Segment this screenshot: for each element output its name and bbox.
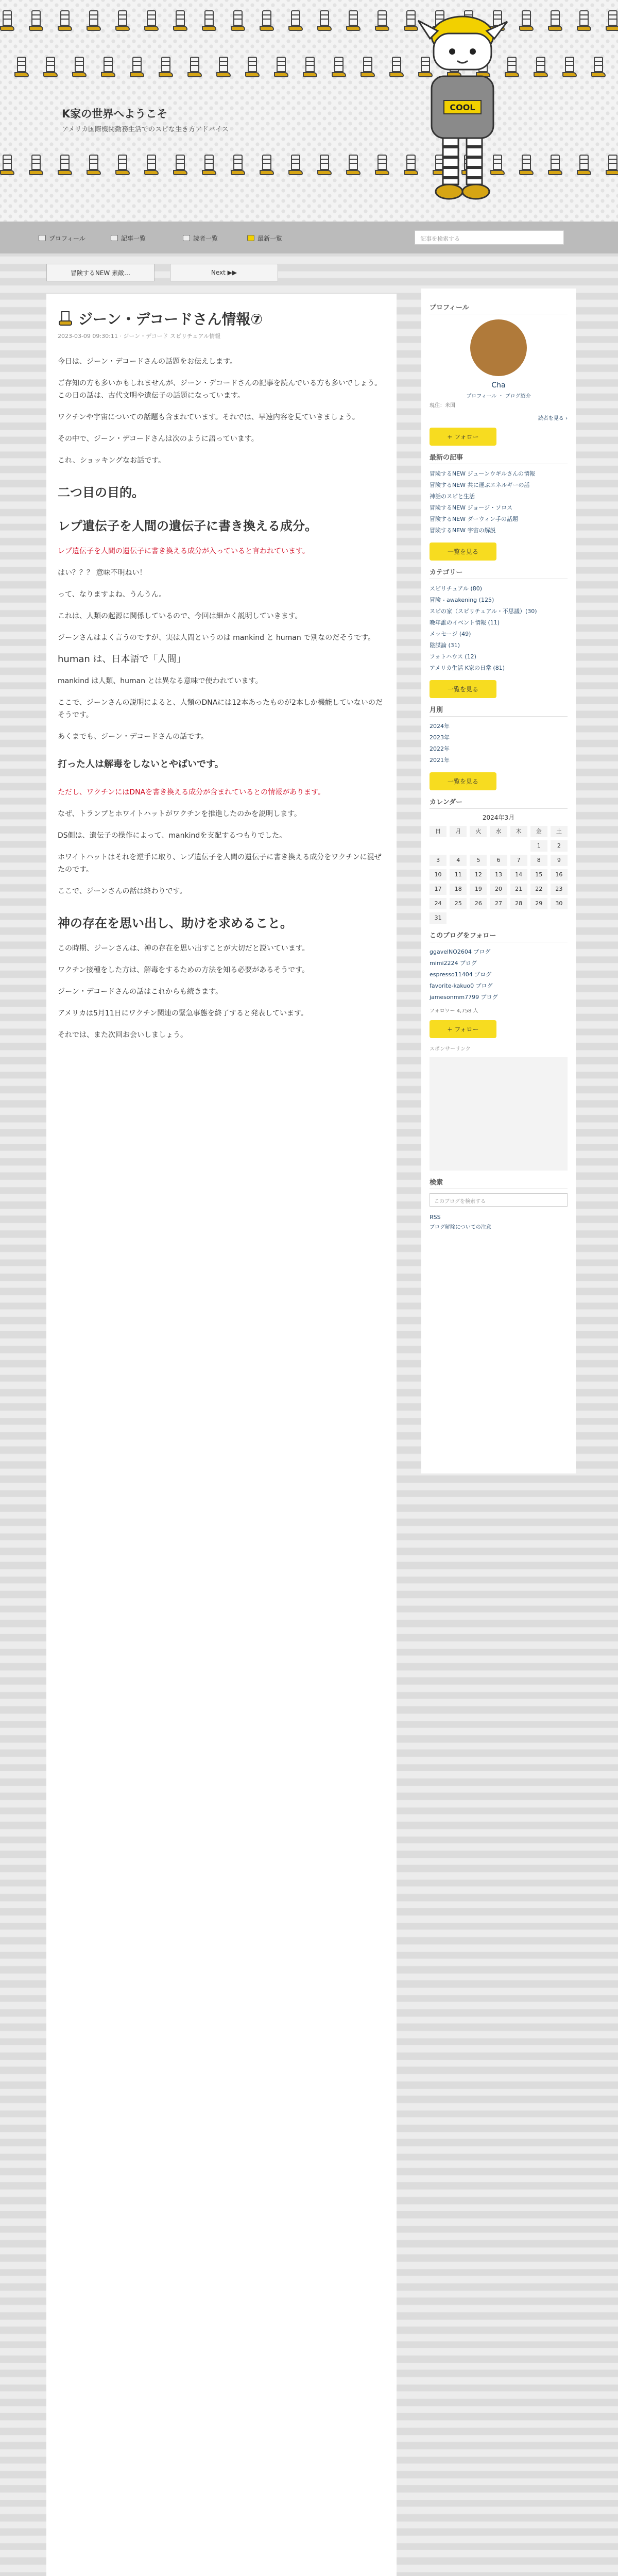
profile-name[interactable]: Cha [491,381,506,389]
boot-pattern-icon [0,10,14,32]
archive-year[interactable]: 2023年 [430,734,450,741]
paragraph: human は、日本語で「人間」 [58,654,186,665]
mascot-shirt-text: COOL [450,103,475,112]
boot-pattern-icon [245,57,260,78]
nav-archive[interactable] [111,233,146,243]
boot-pattern-icon [130,57,144,78]
calendar-day[interactable]: 12 [470,869,487,880]
category-item[interactable]: 冒険 - awakening (125) [430,597,494,603]
archive-year[interactable]: 2022年 [430,745,450,752]
sidebar [421,289,576,1473]
boot-pattern-icon [260,155,274,176]
calendar-day[interactable]: 21 [510,884,527,895]
calendar-day[interactable]: 7 [510,855,527,866]
sidebar-search-input[interactable]: このブログを検索する [430,1193,568,1207]
calendar-day[interactable]: 9 [551,855,568,866]
boot-pattern-icon [87,155,101,176]
list-item[interactable]: 冒険するNEW ジョージ・ソロス [430,504,513,511]
paragraph: ホワイトハットはそれを逆手に取り、レプ遺伝子を人間の遺伝子に書き換える成分をワクチンに混ぜたのです。 [58,853,382,874]
reader-icon [183,235,190,241]
nav-label: 読者一覧 [193,234,218,242]
boot-pattern-icon [173,155,187,176]
highlight-text: レプ遺伝子を人間の遺伝子に書き換える成分が入っていると言われています。 [58,547,310,555]
calendar-day[interactable]: 3 [430,855,447,866]
module-title: 最新の記事 [430,452,568,464]
reader-item[interactable]: favorite-kakuo0 ブログ [430,982,493,989]
boot-pattern-icon [606,155,618,176]
boot-pattern-icon [231,10,245,32]
reader-item[interactable]: espresso11404 ブログ [430,971,492,978]
nav-label: 記事一覧 [121,234,146,242]
boot-pattern-row [0,57,618,82]
calendar-module [430,796,568,924]
site-title[interactable]: K家の世界へようこそ [62,108,168,120]
ad-placeholder[interactable] [430,1057,568,1171]
module-title: このブログをフォロー [430,930,568,942]
boot-pattern-icon [389,57,404,78]
boot-icon [58,311,73,326]
boot-pattern-icon [548,155,562,176]
article-title: ジーン・デコードさん情報⑦ [78,311,263,328]
boot-pattern-icon [72,57,87,78]
nav-latest[interactable] [247,233,282,243]
archive-module [430,704,568,790]
readers-module [430,930,568,1038]
boot-pattern-icon [144,155,159,176]
category-item[interactable]: フォトハウス (12) [430,653,476,660]
boot-pattern-icon [288,10,303,32]
rss-subscribe-link[interactable]: ブログ解除についての注意 [430,1225,491,1230]
paragraph: この時期、ジーンさんは、神の存在を思い出すことが大切だと説いています。 [58,944,310,953]
boot-pattern-icon [577,155,591,176]
section-heading: 神の存在を思い出し、助けを求めること。 [58,916,293,930]
calendar-day[interactable]: 16 [551,869,568,880]
rss-link[interactable]: RSS [430,1214,441,1221]
pager [46,264,278,281]
calendar-day[interactable]: 31 [430,912,447,924]
boot-pattern-icon [29,155,43,176]
recent-posts-module [430,452,568,561]
nav-label: プロフィール [49,234,85,242]
global-nav [0,222,618,253]
paragraph: それでは、また次回お会いしましょう。 [58,1031,187,1039]
boot-pattern-icon [591,57,606,78]
profile-links[interactable]: プロフィール ・ ブログ紹介 [466,394,531,399]
boot-pattern-icon [562,57,577,78]
calendar-day[interactable]: 土 [551,826,568,837]
boot-pattern-icon [375,10,389,32]
paragraph: DS側は、遺伝子の操作によって、mankindを支配するつもりでした。 [58,832,287,840]
site-description: アメリカ国際機関勤務生活でのスピな生き方アドバイス [62,126,229,133]
boot-pattern-icon [260,10,274,32]
calendar-day[interactable]: 5 [470,855,487,866]
callout-text: 打った人は解毒をしないとやばいです。 [58,759,224,770]
calendar-day[interactable]: 28 [510,898,527,909]
calendar-day[interactable]: 火 [470,826,487,837]
next-article-button[interactable]: Next ▶▶ [170,264,278,281]
boot-pattern-icon [58,10,72,32]
boot-pattern-icon [187,57,202,78]
paragraph: 今日は、ジーン・デコードさんの話題をお伝えします。 [58,358,237,366]
boot-pattern-icon [317,10,332,32]
module-title: カテゴリー [430,567,568,579]
prev-article-button[interactable]: 冒険するNEW 素敵… [46,264,154,281]
category-item[interactable]: スピの家（スピリチュアル・不思議）(30) [430,608,537,615]
paragraph: ご存知の方も多いかもしれませんが、ジーン・デコードさんの記事を読んでいる方も多いでしょう。この日の話は、古代文明や遺伝子の話題になっています。 [58,379,382,400]
boot-pattern-icon [303,57,317,78]
calendar-day[interactable]: 6 [490,855,507,866]
calendar-title: 2024年3月 [482,814,515,821]
boot-pattern-icon [43,57,58,78]
latest-icon [247,235,254,241]
more-link[interactable]: 読者を見る › [538,416,568,421]
category-item[interactable]: 陰謀論 (31) [430,642,460,649]
boot-pattern-icon [144,10,159,32]
reader-item[interactable]: jamesonmm7799 ブログ [430,994,498,1001]
highlight-text: ただし、ワクチンにはDNAを書き換える成分が含まれているとの情報があります。 [58,788,325,796]
rss-module [430,1214,568,1230]
module-title: 検索 [430,1177,568,1189]
calendar-day[interactable]: 4 [450,855,467,866]
calendar-day[interactable]: 17 [430,884,447,895]
ad-label: スポンサーリンク [430,1046,471,1052]
boot-pattern-icon [274,57,288,78]
mascot-illustration [407,0,518,206]
list-icon [111,235,118,241]
paragraph: って、なりますよね、うんうん。 [58,590,166,599]
list-item[interactable]: 冒険するNEW 共に運ぶエネルギーの話 [430,482,530,488]
article-tags[interactable]: ジーン・デコード スピリチュアル情報 [123,333,221,340]
profile-module [430,302,568,446]
boot-pattern-icon [548,10,562,32]
calendar-day[interactable]: 木 [510,826,527,837]
category-item[interactable]: スピリチュアル (80) [430,585,483,592]
category-module [430,567,568,698]
more-button[interactable]: 一覧を見る [430,772,496,790]
calendar-grid [430,826,568,924]
nav-readers[interactable] [183,233,218,243]
boot-pattern-icon [115,155,130,176]
archive-year[interactable]: 2021年 [430,757,450,764]
more-button[interactable]: 一覧を見る [430,543,496,561]
profile-icon [39,235,46,241]
paragraph: その中で、ジーン・デコードさんは次のように語っています。 [58,435,259,443]
paragraph: ワクチンや宇宙についての話題も含まれています。それでは、早速内容を見ていきましょう。 [58,413,359,421]
module-title: カレンダー [430,796,568,809]
paragraph: はい？？？ 意味不明ねい！ [58,569,147,577]
calendar-day[interactable]: 8 [530,855,547,866]
calendar-day[interactable]: 13 [490,869,507,880]
calendar-day[interactable]: 2 [551,840,568,852]
calendar-day[interactable]: 30 [551,898,568,909]
section-heading: レプ遺伝子を人間の遺伝子に書き換える成分。 [58,519,317,533]
calendar-day[interactable]: 15 [530,869,547,880]
boot-pattern-icon [202,155,216,176]
archive-year[interactable]: 2024年 [430,723,450,730]
article-body [46,294,397,2576]
paragraph: これは、人類の起源に関係しているので、今回は細かく説明していきます。 [58,612,302,620]
boot-pattern-icon [159,57,173,78]
paragraph: ワクチン接種をした方は、解毒をするための方法を知る必要があるそうです。 [58,966,310,974]
category-item[interactable]: メッセージ (49) [430,631,471,637]
boot-pattern-icon [534,57,548,78]
boot-pattern-icon [202,10,216,32]
list-item[interactable]: 神話のスピと生活 [430,493,475,500]
calendar-day[interactable]: 29 [530,898,547,909]
boot-pattern-icon [58,155,72,176]
boot-pattern-icon [360,57,375,78]
calendar-day[interactable]: 24 [430,898,447,909]
calendar-day[interactable]: 22 [530,884,547,895]
article-meta: 2023-03-09 09:30:11 · ジーン・デコード スピリチュアル情報 [58,333,221,340]
paragraph: ジーンさんはよく言うのですが、実は人間というのは mankind と human で別なのだそうです。 [58,634,375,642]
ad-module [430,1044,568,1171]
boot-pattern-icon [317,155,332,176]
paragraph: ジーン・デコードさんの話はこれからも続きます。 [58,988,223,996]
search-module [430,1177,568,1207]
list-item[interactable]: 冒険するNEW 宇宙の解説 [430,527,496,534]
calendar-day[interactable]: 26 [470,898,487,909]
boot-pattern-icon [14,57,29,78]
boot-pattern-icon [101,57,115,78]
paragraph: アメリカは5月11日にワクチン関連の緊急事態を終了すると発表しています。 [58,1009,308,1018]
category-item[interactable]: アメリカ生活 K家の日常 (81) [430,665,505,671]
calendar-day[interactable]: 18 [450,884,467,895]
boot-pattern-icon [519,10,534,32]
follow-button[interactable]: + フォロー [430,1020,496,1038]
site-header [0,0,618,222]
search-input[interactable]: 記事を検索する [415,230,564,245]
boot-pattern-icon [606,10,618,32]
avatar[interactable] [470,319,527,376]
follower-count: フォロワー 4,758 人 [430,1008,478,1014]
boot-pattern-icon [216,57,231,78]
more-button[interactable]: 一覧を見る [430,680,496,698]
calendar-day[interactable]: 水 [490,826,507,837]
boot-pattern-icon [87,10,101,32]
boot-pattern-icon [375,155,389,176]
article-header [58,308,385,329]
boot-pattern-icon [29,10,43,32]
paragraph: ここで、ジーンさんの話は終わりです。 [58,887,187,895]
section-heading: 二つ目の目的。 [58,485,144,500]
boot-pattern-icon [346,155,360,176]
nav-label: 最新一覧 [258,234,283,242]
calendar-day[interactable]: 19 [470,884,487,895]
calendar-day[interactable]: 27 [490,898,507,909]
calendar-day[interactable]: 14 [510,869,527,880]
boot-pattern-icon [0,155,14,176]
boot-pattern-icon [519,155,534,176]
paragraph: なぜ、トランプとホワイトハットがワクチンを推進したのかを説明します。 [58,810,302,818]
calendar-day[interactable]: 1 [530,840,547,852]
nav-profile[interactable] [39,233,85,243]
module-title: 月別 [430,704,568,717]
calendar-day[interactable]: 日 [430,826,447,837]
calendar-day[interactable]: 10 [430,869,447,880]
module-title: プロフィール [430,302,568,314]
calendar-day[interactable]: 金 [530,826,547,837]
calendar-day[interactable]: 25 [450,898,467,909]
boot-pattern-icon [231,155,245,176]
article-date: 2023-03-09 09:30:11 [58,333,118,340]
boot-pattern-icon [173,10,187,32]
category-item[interactable]: 晩年誰のイベント情報 (11) [430,619,500,626]
boot-pattern-row [0,155,618,180]
paragraph: これ、ショッキングなお話です。 [58,456,166,465]
boot-pattern-icon [332,57,346,78]
list-item[interactable]: 冒険するNEW ジューンウギルさんの情報 [430,470,536,477]
boot-pattern-icon [577,10,591,32]
reader-item[interactable]: mimi2224 ブログ [430,960,477,967]
paragraph: mankind は人類、human とは異なる意味で使われています。 [58,677,263,685]
boot-pattern-icon [346,10,360,32]
boot-pattern-icon [288,155,303,176]
list-item[interactable]: 冒険するNEW ダーウィン手の話題 [430,516,518,522]
calendar-day[interactable]: 20 [490,884,507,895]
reader-item[interactable]: ggavelNO2604 ブログ [430,948,491,955]
calendar-day[interactable]: 11 [450,869,467,880]
paragraph: ここで、ジーンさんの説明によると、人類のDNAには12本あったものが2本しか機能していないのだそうです。 [58,699,383,719]
calendar-day[interactable]: 月 [450,826,467,837]
paragraph: あくまでも、ジーン・デコードさんの話です。 [58,733,209,741]
profile-info: 現住：米国 [430,403,455,409]
follow-button[interactable]: + フォロー [430,428,496,446]
boot-pattern-row [0,10,618,36]
boot-pattern-icon [115,10,130,32]
calendar-day[interactable]: 23 [551,884,568,895]
